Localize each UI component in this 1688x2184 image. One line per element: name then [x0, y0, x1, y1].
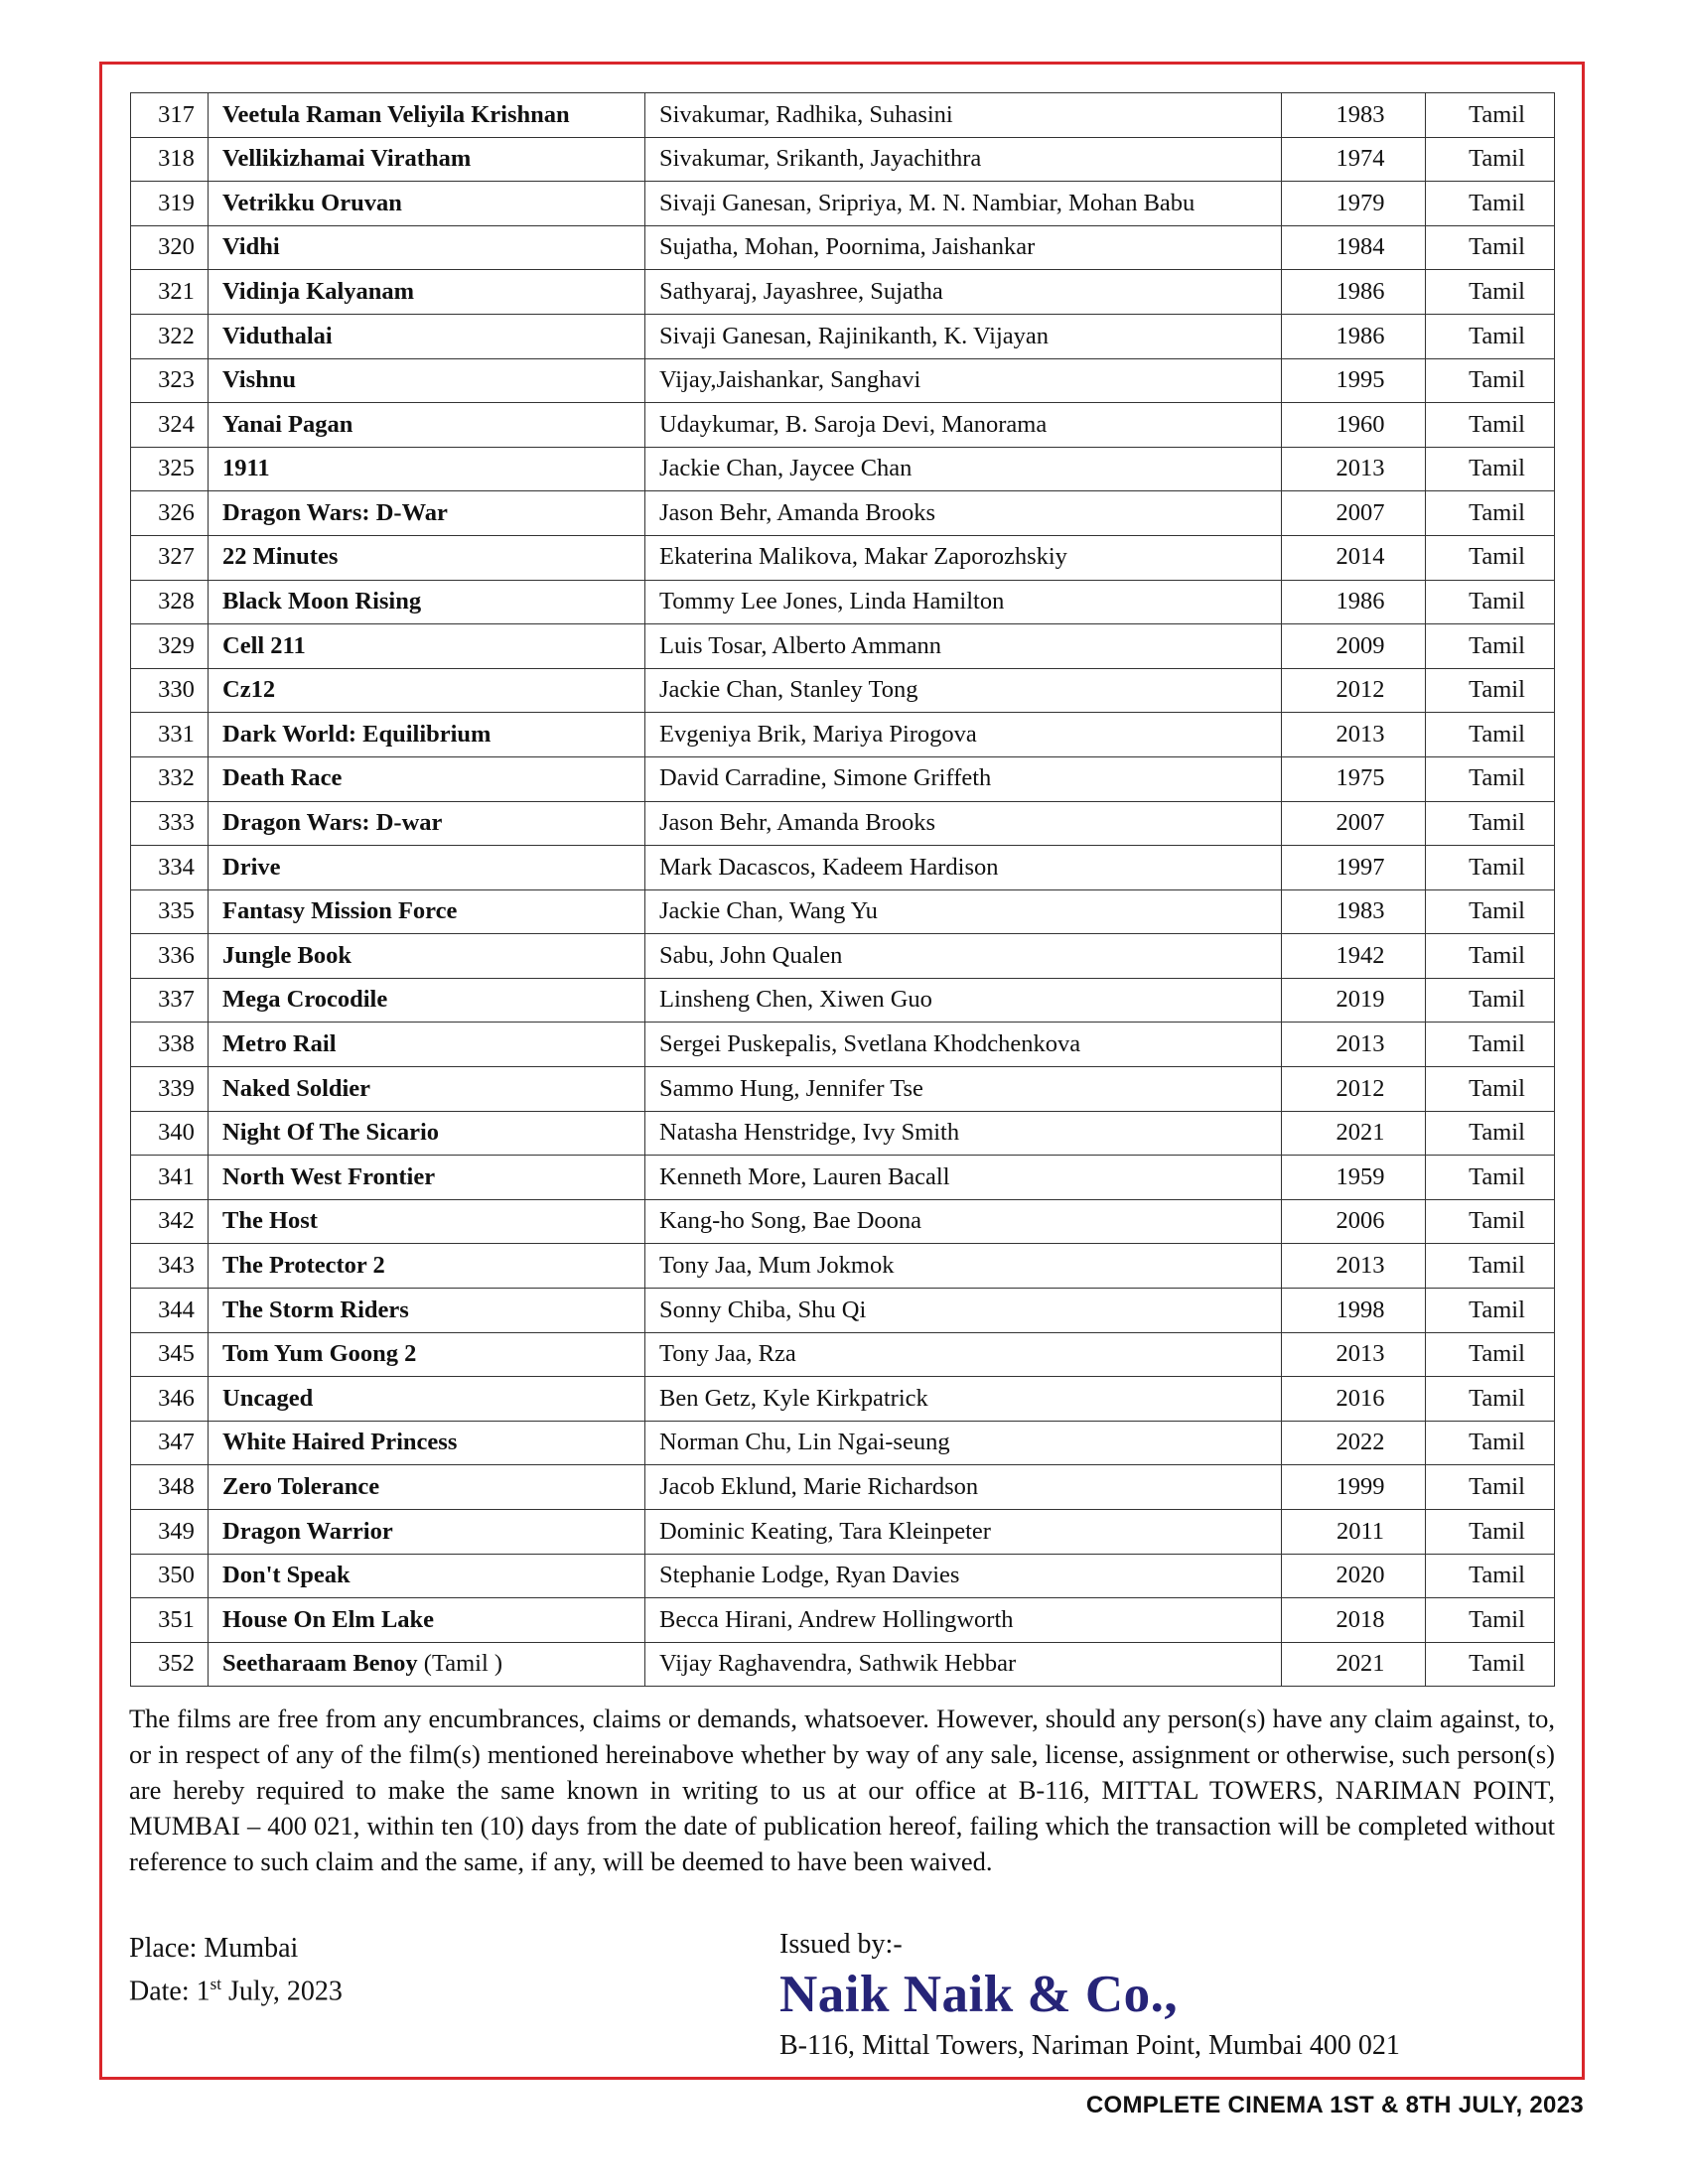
- row-number-cell: 328: [131, 580, 209, 624]
- film-title-cell: [209, 447, 645, 491]
- film-title-cell: [209, 1067, 645, 1112]
- film-title: Fantasy Mission Force: [222, 897, 458, 925]
- table-row: [131, 358, 1555, 403]
- table-row: [131, 668, 1555, 713]
- year-cell: 1986: [1282, 314, 1426, 358]
- film-title-cell: [209, 889, 645, 934]
- film-title-cell: [209, 1465, 645, 1510]
- language-cell: Tamil: [1426, 978, 1555, 1023]
- table-row: [131, 1465, 1555, 1510]
- year-cell: 1999: [1282, 1465, 1426, 1510]
- row-number-cell: 351: [131, 1598, 209, 1643]
- cast-cell: Jackie Chan, Stanley Tong: [645, 668, 1282, 713]
- film-title-cell: [209, 1421, 645, 1465]
- year-cell: 1975: [1282, 756, 1426, 801]
- year-cell: 2013: [1282, 447, 1426, 491]
- row-number-cell: 321: [131, 270, 209, 315]
- language-cell: Tamil: [1426, 137, 1555, 182]
- row-number-cell: 344: [131, 1289, 209, 1333]
- year-cell: 1997: [1282, 846, 1426, 890]
- row-number-cell: 334: [131, 846, 209, 890]
- film-title-cell: [209, 358, 645, 403]
- cast-cell: Tony Jaa, Rza: [645, 1332, 1282, 1377]
- publication-footer: COMPLETE CINEMA 1ST & 8TH JULY, 2023: [1085, 2092, 1584, 2118]
- year-cell: 2011: [1282, 1510, 1426, 1555]
- film-title-cell: [209, 535, 645, 580]
- language-cell: Tamil: [1426, 668, 1555, 713]
- film-title-cell: [209, 137, 645, 182]
- cast-cell: Jason Behr, Amanda Brooks: [645, 801, 1282, 846]
- table-row: [131, 403, 1555, 448]
- table-row: [131, 270, 1555, 315]
- film-title: Dark World: Equilibrium: [222, 720, 492, 748]
- film-title-cell: [209, 491, 645, 536]
- row-number-cell: 319: [131, 182, 209, 226]
- language-cell: Tamil: [1426, 801, 1555, 846]
- films-table-body: [131, 93, 1555, 1687]
- cast-cell: Dominic Keating, Tara Kleinpeter: [645, 1510, 1282, 1555]
- film-title: Jungle Book: [222, 941, 352, 969]
- language-cell: Tamil: [1426, 225, 1555, 270]
- language-cell: Tamil: [1426, 580, 1555, 624]
- language-cell: Tamil: [1426, 1156, 1555, 1200]
- place-line: Place: Mumbai: [129, 1933, 299, 1964]
- table-row: [131, 182, 1555, 226]
- year-cell: 2012: [1282, 668, 1426, 713]
- cast-cell: Tommy Lee Jones, Linda Hamilton: [645, 580, 1282, 624]
- cast-cell: Evgeniya Brik, Mariya Pirogova: [645, 713, 1282, 757]
- cast-cell: Jackie Chan, Wang Yu: [645, 889, 1282, 934]
- language-cell: Tamil: [1426, 270, 1555, 315]
- row-number-cell: 338: [131, 1023, 209, 1067]
- film-title-cell: [209, 225, 645, 270]
- row-number-cell: 333: [131, 801, 209, 846]
- cast-cell: Norman Chu, Lin Ngai-seung: [645, 1421, 1282, 1465]
- film-title-cell: [209, 314, 645, 358]
- year-cell: 2021: [1282, 1642, 1426, 1687]
- cast-cell: Sivakumar, Srikanth, Jayachithra: [645, 137, 1282, 182]
- film-title: Zero Tolerance: [222, 1472, 380, 1500]
- film-title-cell: [209, 1244, 645, 1289]
- film-title-cell: [209, 756, 645, 801]
- cast-cell: Jacob Eklund, Marie Richardson: [645, 1465, 1282, 1510]
- cast-cell: David Carradine, Simone Griffeth: [645, 756, 1282, 801]
- row-number-cell: 326: [131, 491, 209, 536]
- language-cell: Tamil: [1426, 756, 1555, 801]
- cast-cell: Sujatha, Mohan, Poornima, Jaishankar: [645, 225, 1282, 270]
- cast-cell: Sabu, John Qualen: [645, 934, 1282, 979]
- year-cell: 1974: [1282, 137, 1426, 182]
- film-title: 1911: [222, 455, 270, 482]
- film-title: Naked Soldier: [222, 1074, 371, 1102]
- language-cell: Tamil: [1426, 1199, 1555, 1244]
- issued-by-label: Issued by:-: [779, 1929, 903, 1960]
- table-row: [131, 1156, 1555, 1200]
- cast-cell: Stephanie Lodge, Ryan Davies: [645, 1554, 1282, 1598]
- table-row: [131, 756, 1555, 801]
- table-row: [131, 1199, 1555, 1244]
- film-title: Drive: [222, 853, 281, 881]
- table-row: [131, 491, 1555, 536]
- row-number-cell: 324: [131, 403, 209, 448]
- row-number-cell: 339: [131, 1067, 209, 1112]
- row-number-cell: 336: [131, 934, 209, 979]
- film-title-suffix: (Tamil ): [423, 1650, 503, 1678]
- table-row: [131, 1111, 1555, 1156]
- film-title-cell: [209, 270, 645, 315]
- year-cell: 1986: [1282, 270, 1426, 315]
- language-cell: Tamil: [1426, 1111, 1555, 1156]
- row-number-cell: 325: [131, 447, 209, 491]
- year-cell: 2007: [1282, 491, 1426, 536]
- table-row: [131, 1244, 1555, 1289]
- row-number-cell: 320: [131, 225, 209, 270]
- table-row: [131, 978, 1555, 1023]
- table-row: [131, 93, 1555, 138]
- date-suffix: July, 2023: [220, 1976, 343, 2007]
- row-number-cell: 342: [131, 1199, 209, 1244]
- film-title: Mega Crocodile: [222, 986, 388, 1014]
- film-title-cell: [209, 846, 645, 890]
- row-number-cell: 345: [131, 1332, 209, 1377]
- film-title: Seetharaam Benoy: [222, 1650, 418, 1678]
- film-title: House On Elm Lake: [222, 1605, 435, 1633]
- table-row: [131, 1421, 1555, 1465]
- table-row: [131, 801, 1555, 846]
- cast-cell: Jason Behr, Amanda Brooks: [645, 491, 1282, 536]
- table-row: [131, 137, 1555, 182]
- table-row: [131, 314, 1555, 358]
- row-number-cell: 331: [131, 713, 209, 757]
- language-cell: Tamil: [1426, 314, 1555, 358]
- cast-cell: Sivaji Ganesan, Sripriya, M. N. Nambiar, Mohan Babu: [645, 182, 1282, 226]
- film-title-cell: [209, 182, 645, 226]
- table-row: [131, 624, 1555, 669]
- row-number-cell: 327: [131, 535, 209, 580]
- year-cell: 2013: [1282, 713, 1426, 757]
- film-title-cell: [209, 93, 645, 138]
- year-cell: 1984: [1282, 225, 1426, 270]
- film-title-cell: [209, 1642, 645, 1687]
- film-title-cell: [209, 403, 645, 448]
- film-title-cell: [209, 1377, 645, 1422]
- film-title: Dragon Wars: D-War: [222, 498, 448, 526]
- language-cell: Tamil: [1426, 93, 1555, 138]
- cast-cell: Sivaji Ganesan, Rajinikanth, K. Vijayan: [645, 314, 1282, 358]
- row-number-cell: 343: [131, 1244, 209, 1289]
- film-title: Uncaged: [222, 1384, 314, 1412]
- film-title-cell: [209, 1332, 645, 1377]
- film-title: 22 Minutes: [222, 543, 339, 571]
- film-title: Death Race: [222, 764, 343, 792]
- table-row: [131, 934, 1555, 979]
- year-cell: 2009: [1282, 624, 1426, 669]
- table-row: [131, 1023, 1555, 1067]
- year-cell: 1983: [1282, 889, 1426, 934]
- cast-cell: Sammo Hung, Jennifer Tse: [645, 1067, 1282, 1112]
- table-row: [131, 1289, 1555, 1333]
- language-cell: Tamil: [1426, 1289, 1555, 1333]
- date-line: [129, 1975, 343, 2007]
- film-title: Vishnu: [222, 366, 297, 394]
- row-number-cell: 346: [131, 1377, 209, 1422]
- film-title: North West Frontier: [222, 1162, 436, 1190]
- table-row: [131, 1510, 1555, 1555]
- row-number-cell: 347: [131, 1421, 209, 1465]
- row-number-cell: 332: [131, 756, 209, 801]
- language-cell: Tamil: [1426, 1244, 1555, 1289]
- year-cell: 2018: [1282, 1598, 1426, 1643]
- film-title: Metro Rail: [222, 1030, 337, 1058]
- year-cell: 2019: [1282, 978, 1426, 1023]
- year-cell: 2013: [1282, 1023, 1426, 1067]
- table-row: [131, 535, 1555, 580]
- row-number-cell: 329: [131, 624, 209, 669]
- table-row: [131, 713, 1555, 757]
- row-number-cell: 317: [131, 93, 209, 138]
- film-title-cell: [209, 1156, 645, 1200]
- table-row: [131, 1598, 1555, 1643]
- language-cell: Tamil: [1426, 1332, 1555, 1377]
- table-row: [131, 1554, 1555, 1598]
- film-title: Cz12: [222, 676, 276, 704]
- film-title: The Protector 2: [222, 1251, 385, 1279]
- year-cell: 1979: [1282, 182, 1426, 226]
- language-cell: Tamil: [1426, 624, 1555, 669]
- table-row: [131, 225, 1555, 270]
- year-cell: 1959: [1282, 1156, 1426, 1200]
- film-title-cell: [209, 1289, 645, 1333]
- language-cell: Tamil: [1426, 1023, 1555, 1067]
- year-cell: 1983: [1282, 93, 1426, 138]
- film-title-cell: [209, 1598, 645, 1643]
- row-number-cell: 335: [131, 889, 209, 934]
- language-cell: Tamil: [1426, 535, 1555, 580]
- cast-cell: Kenneth More, Lauren Bacall: [645, 1156, 1282, 1200]
- year-cell: 1986: [1282, 580, 1426, 624]
- film-title-cell: [209, 978, 645, 1023]
- cast-cell: Ekaterina Malikova, Makar Zaporozhskiy: [645, 535, 1282, 580]
- year-cell: 1960: [1282, 403, 1426, 448]
- table-row: [131, 447, 1555, 491]
- year-cell: 2016: [1282, 1377, 1426, 1422]
- row-number-cell: 318: [131, 137, 209, 182]
- language-cell: Tamil: [1426, 1421, 1555, 1465]
- year-cell: 2021: [1282, 1111, 1426, 1156]
- language-cell: Tamil: [1426, 491, 1555, 536]
- film-title: Vidinja Kalyanam: [222, 277, 415, 305]
- film-title: Don't Speak: [222, 1562, 351, 1589]
- language-cell: Tamil: [1426, 846, 1555, 890]
- film-title: Vellikizhamai Viratham: [222, 145, 472, 173]
- film-title-cell: [209, 1023, 645, 1067]
- cast-cell: Vijay Raghavendra, Sathwik Hebbar: [645, 1642, 1282, 1687]
- year-cell: 2014: [1282, 535, 1426, 580]
- cast-cell: Sonny Chiba, Shu Qi: [645, 1289, 1282, 1333]
- language-cell: Tamil: [1426, 713, 1555, 757]
- film-title: Cell 211: [222, 631, 306, 659]
- film-title: The Storm Riders: [222, 1296, 409, 1323]
- film-title-cell: [209, 668, 645, 713]
- film-title: Vidhi: [222, 233, 280, 261]
- language-cell: Tamil: [1426, 1510, 1555, 1555]
- language-cell: Tamil: [1426, 1067, 1555, 1112]
- cast-cell: Udaykumar, B. Saroja Devi, Manorama: [645, 403, 1282, 448]
- disclaimer-text: The films are free from any encumbrances, claims or demands, whatsoever. However, should any person(s) have any claim against, to, or in respect of any of the film(s) mentioned hereinabove whether by way of any sale, license, assignment or otherwise, such person(s) are hereby required to make the same known in writing to us at our office at B-116, MITTAL TOWERS, NARIMAN POINT, MUMBAI – 400 021, within ten (10) days from the date of publication hereof, failing which the transaction will be completed without reference to such claim and the same, if any, will be deemed to have been waived.: [129, 1704, 1555, 1876]
- film-title: Night Of The Sicario: [222, 1119, 440, 1147]
- language-cell: Tamil: [1426, 1598, 1555, 1643]
- cast-cell: Tony Jaa, Mum Jokmok: [645, 1244, 1282, 1289]
- film-title-cell: [209, 1510, 645, 1555]
- cast-cell: Kang-ho Song, Bae Doona: [645, 1199, 1282, 1244]
- cast-cell: Ben Getz, Kyle Kirkpatrick: [645, 1377, 1282, 1422]
- year-cell: 2007: [1282, 801, 1426, 846]
- table-row: [131, 1332, 1555, 1377]
- row-number-cell: 350: [131, 1554, 209, 1598]
- row-number-cell: 341: [131, 1156, 209, 1200]
- year-cell: 1995: [1282, 358, 1426, 403]
- film-title: Tom Yum Goong 2: [222, 1340, 417, 1368]
- cast-cell: Becca Hirani, Andrew Hollingworth: [645, 1598, 1282, 1643]
- film-title-cell: [209, 713, 645, 757]
- year-cell: 2012: [1282, 1067, 1426, 1112]
- cast-cell: Sivakumar, Radhika, Suhasini: [645, 93, 1282, 138]
- year-cell: 2013: [1282, 1244, 1426, 1289]
- film-title-cell: [209, 1554, 645, 1598]
- year-cell: 2020: [1282, 1554, 1426, 1598]
- row-number-cell: 352: [131, 1642, 209, 1687]
- language-cell: Tamil: [1426, 889, 1555, 934]
- cast-cell: Linsheng Chen, Xiwen Guo: [645, 978, 1282, 1023]
- film-title-cell: [209, 580, 645, 624]
- cast-cell: Mark Dacascos, Kadeem Hardison: [645, 846, 1282, 890]
- year-cell: 1942: [1282, 934, 1426, 979]
- language-cell: Tamil: [1426, 1465, 1555, 1510]
- row-number-cell: 349: [131, 1510, 209, 1555]
- language-cell: Tamil: [1426, 1642, 1555, 1687]
- table-row: [131, 1377, 1555, 1422]
- cast-cell: Sathyaraj, Jayashree, Sujatha: [645, 270, 1282, 315]
- row-number-cell: 330: [131, 668, 209, 713]
- row-number-cell: 322: [131, 314, 209, 358]
- film-title-cell: [209, 624, 645, 669]
- date-ordinal: st: [210, 1975, 221, 1993]
- table-row: [131, 1067, 1555, 1112]
- film-title-cell: [209, 1111, 645, 1156]
- language-cell: Tamil: [1426, 182, 1555, 226]
- language-cell: Tamil: [1426, 403, 1555, 448]
- firm-name: Naik Naik & Co.,: [779, 1966, 1179, 2023]
- language-cell: Tamil: [1426, 934, 1555, 979]
- table-row: [131, 846, 1555, 890]
- firm-address: B-116, Mittal Towers, Nariman Point, Mumbai 400 021: [779, 2030, 1400, 2061]
- cast-cell: Luis Tosar, Alberto Ammann: [645, 624, 1282, 669]
- film-title: Vetrikku Oruvan: [222, 189, 402, 216]
- table-row: [131, 580, 1555, 624]
- row-number-cell: 323: [131, 358, 209, 403]
- row-number-cell: 340: [131, 1111, 209, 1156]
- year-cell: 2022: [1282, 1421, 1426, 1465]
- language-cell: Tamil: [1426, 447, 1555, 491]
- film-title-cell: [209, 801, 645, 846]
- films-table: [130, 92, 1555, 1687]
- table-row: [131, 889, 1555, 934]
- language-cell: Tamil: [1426, 1554, 1555, 1598]
- row-number-cell: 348: [131, 1465, 209, 1510]
- year-cell: 1998: [1282, 1289, 1426, 1333]
- film-title: Veetula Raman Veliyila Krishnan: [222, 100, 570, 128]
- language-cell: Tamil: [1426, 358, 1555, 403]
- film-title: Black Moon Rising: [222, 588, 422, 615]
- row-number-cell: 337: [131, 978, 209, 1023]
- year-cell: 2013: [1282, 1332, 1426, 1377]
- year-cell: 2006: [1282, 1199, 1426, 1244]
- film-title: Viduthalai: [222, 322, 333, 349]
- language-cell: Tamil: [1426, 1377, 1555, 1422]
- cast-cell: Vijay,Jaishankar, Sanghavi: [645, 358, 1282, 403]
- film-title-cell: [209, 1199, 645, 1244]
- film-title: Dragon Wars: D-war: [222, 809, 443, 837]
- cast-cell: Natasha Henstridge, Ivy Smith: [645, 1111, 1282, 1156]
- film-title: Dragon Warrior: [222, 1517, 393, 1545]
- film-title: Yanai Pagan: [222, 410, 353, 438]
- table-row: [131, 1642, 1555, 1687]
- date-prefix: Date: 1: [129, 1976, 211, 2007]
- cast-cell: Jackie Chan, Jaycee Chan: [645, 447, 1282, 491]
- film-title-cell: [209, 934, 645, 979]
- cast-cell: Sergei Puskepalis, Svetlana Khodchenkova: [645, 1023, 1282, 1067]
- film-title: The Host: [222, 1207, 318, 1235]
- film-title: White Haired Princess: [222, 1429, 458, 1456]
